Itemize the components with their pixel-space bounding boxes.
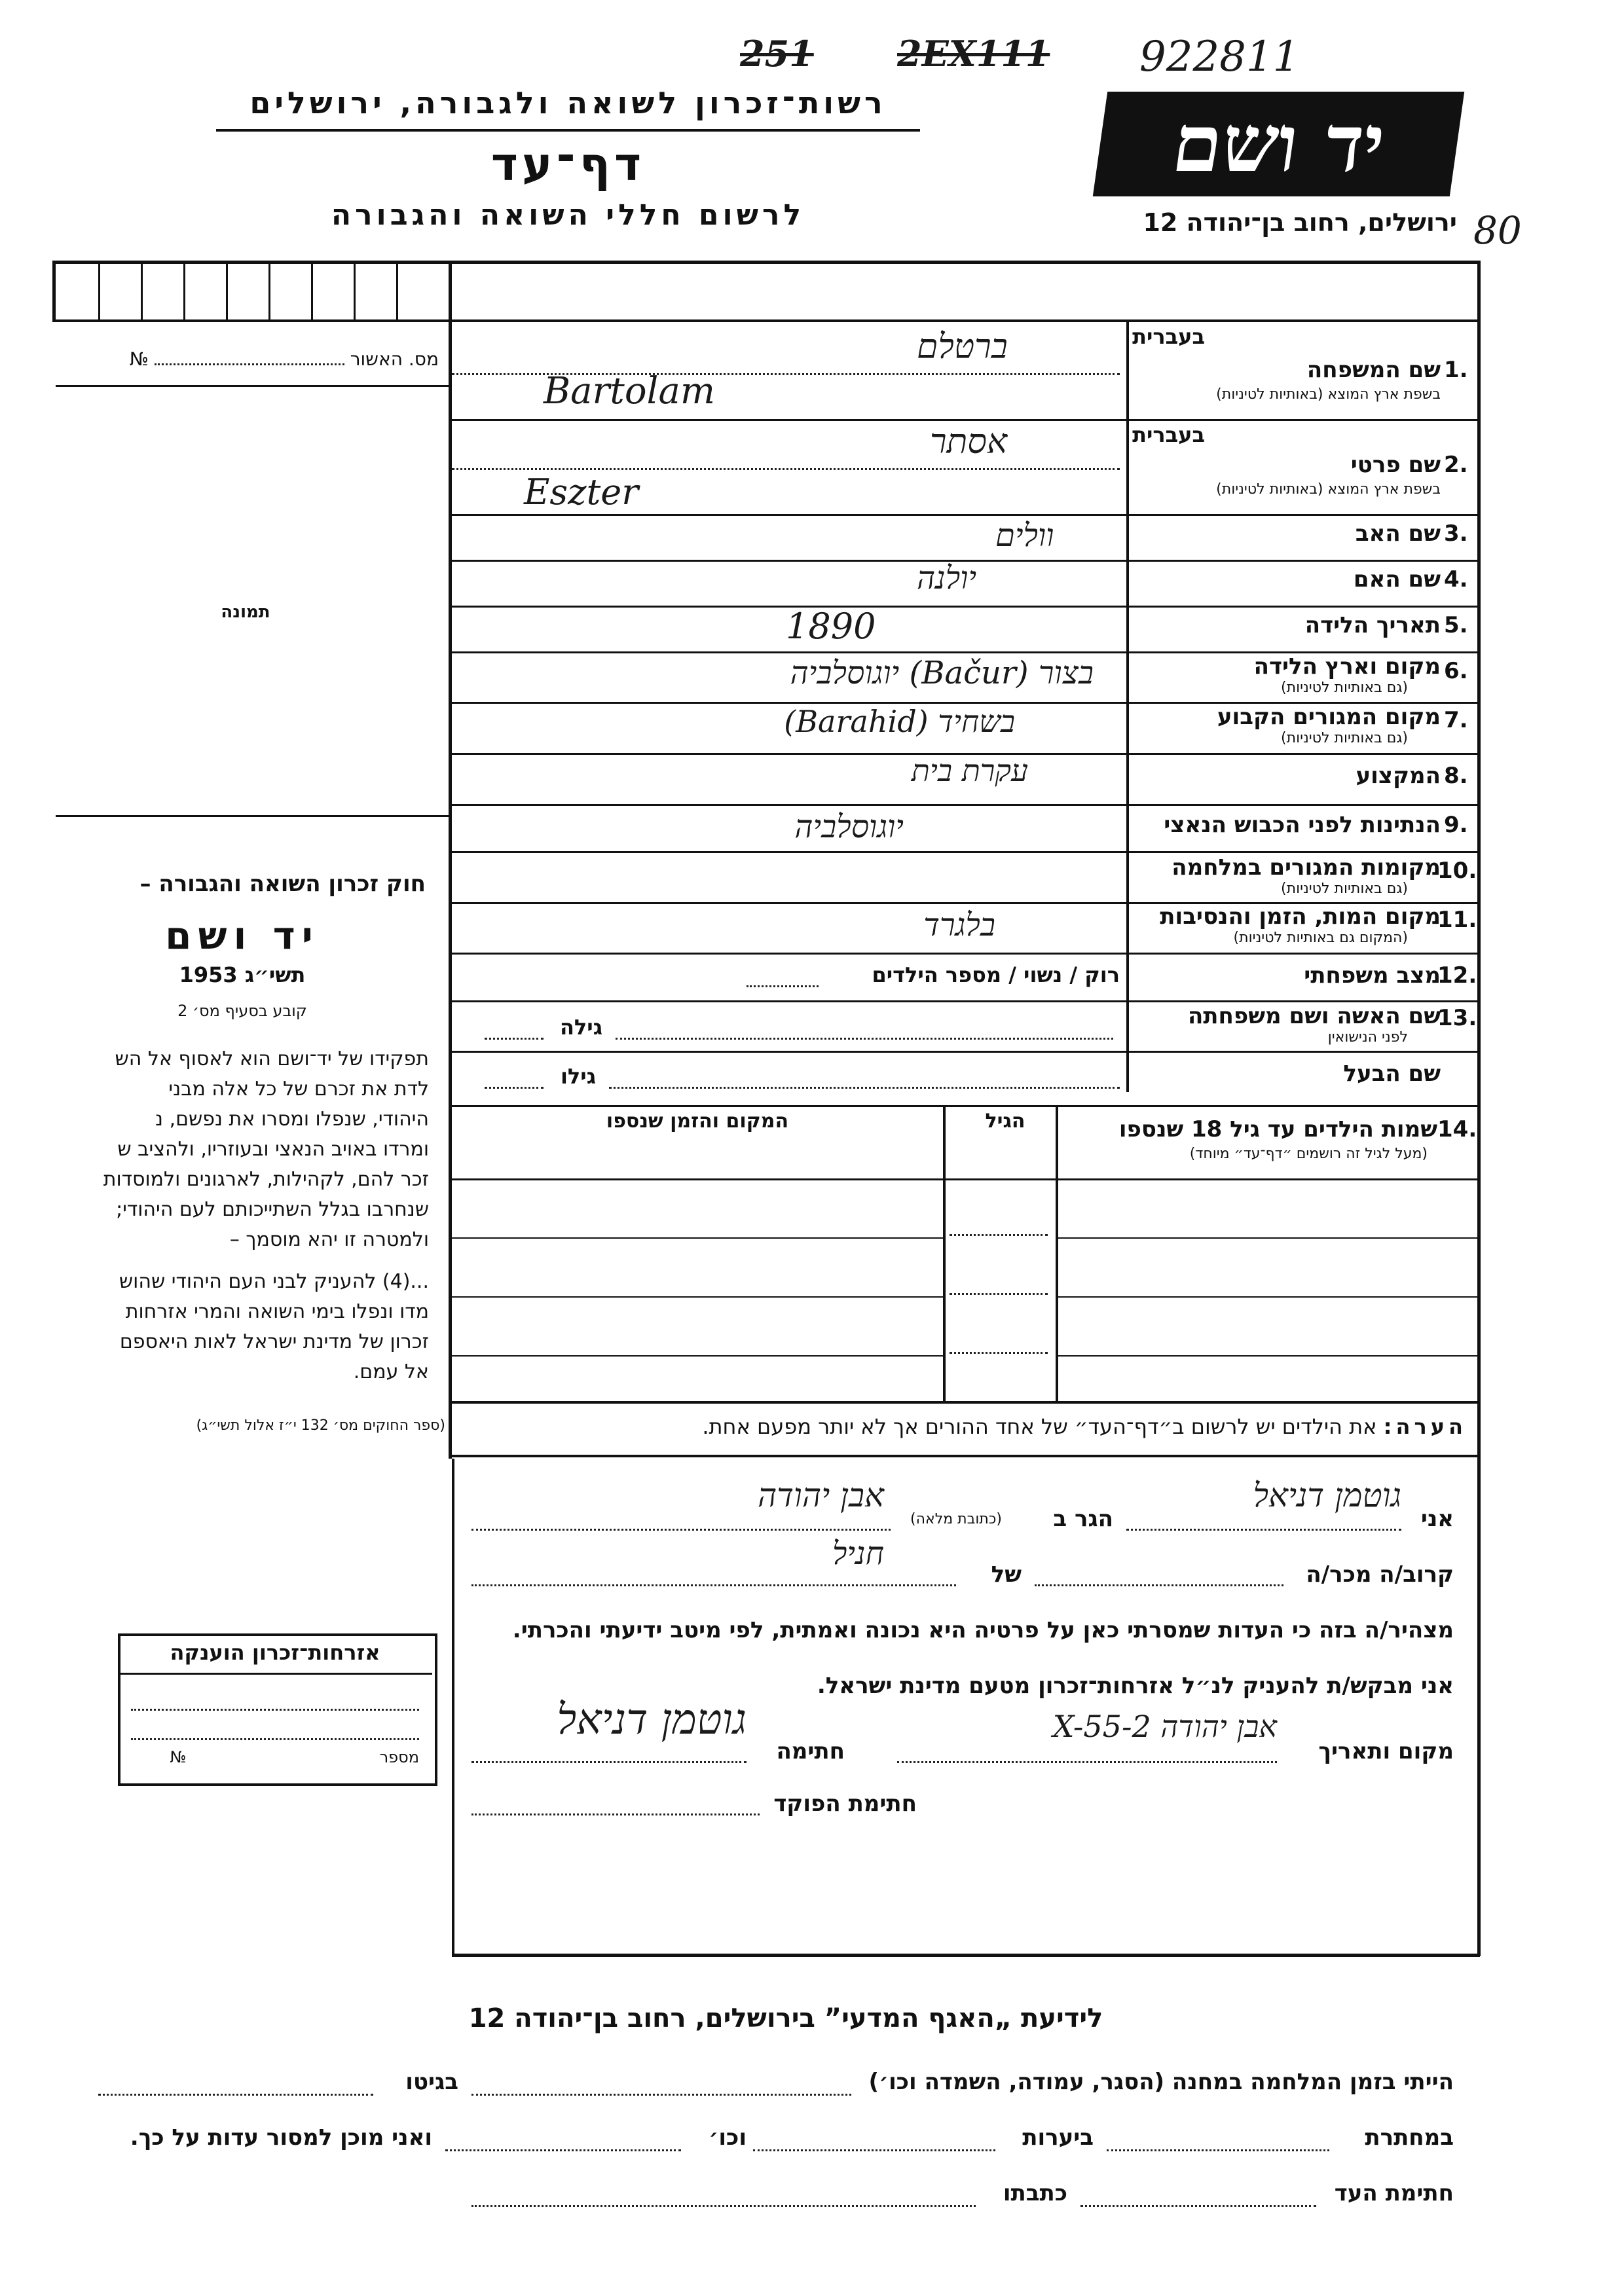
f1-origin-note: בשפת ארץ המוצא (באותיות לטיניות) bbox=[1216, 386, 1441, 403]
footer-forests-label: ביערות bbox=[1022, 2124, 1094, 2151]
f7-value[interactable]: בשחיד (Barahid) bbox=[784, 704, 1015, 739]
law-text-line: זכר להם, לקהילות, לארגונים ולמוסדות bbox=[103, 1168, 429, 1191]
footer-camp-label: הייתי בזמן המלחמה במחנה (הסגר, עמודה, השמדה וכו׳) bbox=[868, 2069, 1454, 2095]
decl-officer-label: חתימת הפוקד bbox=[773, 1791, 917, 1817]
law-text-line: ומרדו באויב הנאצי ובעוזריו, ולהציב ש bbox=[117, 1138, 429, 1161]
f11-value[interactable]: בלגרד bbox=[923, 907, 995, 943]
footer-ghetto-label: בגיטו bbox=[405, 2069, 458, 2095]
law-name: יד ושם bbox=[165, 913, 320, 958]
f1-number: 1. bbox=[1444, 357, 1468, 383]
f2-hebrew-label: בעברית bbox=[1132, 422, 1205, 447]
f9-value[interactable]: יוגוסלביה bbox=[794, 809, 904, 845]
law-text-line: לדת את זכרם של כל אלה מבני bbox=[168, 1078, 429, 1101]
decl-place-date[interactable]: אבן יהודה 2-X-55 bbox=[1052, 1709, 1277, 1744]
f5-number: 5. bbox=[1444, 612, 1468, 638]
f5-label: תאריך הלידה bbox=[1304, 612, 1441, 638]
f4-value[interactable]: יולנה bbox=[917, 560, 977, 596]
law-year: תשי״ג 1953 bbox=[179, 962, 306, 987]
form-title: דף־עד bbox=[490, 137, 646, 191]
f6-latin-note: (גם באותיות לטיניות) bbox=[1281, 680, 1408, 696]
f1-label: שם המשפחה bbox=[1306, 357, 1441, 383]
f10-label: מקומות המגורים במלחמה bbox=[1172, 854, 1441, 881]
law-text-line: ...(4) להעניק לבני העם היהודי שהוש bbox=[119, 1270, 429, 1293]
f10-latin-note: (גם באותיות לטיניות) bbox=[1281, 881, 1408, 897]
f3-value[interactable]: וולים bbox=[995, 517, 1054, 554]
struck-number-b: 2EX111 bbox=[897, 33, 1050, 75]
law-text-line: שנחרבו בגלל השתייכותם לעם היהודי; bbox=[116, 1198, 429, 1221]
decl-request: אני מבקש/ת להעניק לנ״ל אזרחות־זכרון מטעם מדינת ישראל. bbox=[817, 1673, 1454, 1699]
footer-address-label: כתבתו bbox=[1003, 2180, 1067, 2206]
f8-label: המקצוע bbox=[1356, 763, 1441, 789]
f13-number: 13. bbox=[1437, 1005, 1477, 1031]
f12-number: 12. bbox=[1437, 962, 1477, 989]
f2-label: שם פרטי bbox=[1350, 452, 1441, 478]
f8-number: 8. bbox=[1444, 763, 1468, 789]
approval-number-label: מס. האשור № bbox=[129, 348, 439, 370]
f14-sublabel: (מעל לגיל זה רושמים ״דף־עד״ מיוחד) bbox=[1189, 1146, 1428, 1162]
authority-title: רשות־זכרון לשואה ולגבורה, ירושלים bbox=[249, 85, 887, 120]
decl-statement: מצהיר/ה בזה כי העדות שמסרתי כאן על פרטיה היא נכונה ואמתית, לפי מיטב ידיעתי והכרתי. bbox=[512, 1617, 1454, 1643]
f11-place-note: (המקום גם באותיות לטיניות) bbox=[1233, 930, 1408, 946]
law-text-line: היהודי, שנפלו ומסרו את נפשם, נ bbox=[155, 1108, 429, 1131]
f9-label: הנתינות לפני הכבוש הנאצי bbox=[1164, 812, 1441, 838]
decl-signature[interactable]: גוטמן דניאל bbox=[557, 1696, 747, 1744]
footer-ready-label: ואני מוכן למסור עדות על כך. bbox=[130, 2124, 432, 2151]
f4-label: שם האם bbox=[1353, 566, 1441, 592]
f14-col-age: הגיל bbox=[985, 1110, 1025, 1133]
f12-options[interactable]: רוק / נשוי / מספר הילדים bbox=[872, 962, 1120, 987]
f1-value-hebrew[interactable]: ברטלם bbox=[917, 327, 1008, 367]
decl-address-note: (כתובת מלאה) bbox=[910, 1511, 1002, 1527]
citizenship-box-title: אזרחות־זכרון הוענקה bbox=[170, 1640, 380, 1665]
f11-label: מקום המות, הזמן והנסיבות bbox=[1160, 903, 1441, 930]
f8-value[interactable]: עקרת בית bbox=[911, 753, 1028, 788]
f13-age-male-label: גילו bbox=[560, 1064, 596, 1089]
f13-label: שם האשה ושם משפחתה bbox=[1187, 1003, 1441, 1029]
f13-sublabel: לפני הנישואין bbox=[1327, 1029, 1408, 1046]
f6-number: 6. bbox=[1444, 658, 1468, 684]
law-text-line: אל עמם. bbox=[353, 1360, 429, 1383]
footer-etc-label: וכו׳ bbox=[709, 2124, 747, 2151]
f2-value-hebrew[interactable]: אסתר bbox=[930, 422, 1008, 462]
f2-value-latin[interactable]: Eszter bbox=[524, 471, 639, 513]
f14-col-place: המקום והזמן שנספו bbox=[606, 1110, 789, 1133]
law-text-line: מדו ונפלו בימי השואה והמרי אזרחות bbox=[125, 1300, 429, 1323]
corner-number: 80 bbox=[1473, 208, 1522, 253]
f3-label: שם האב bbox=[1355, 520, 1441, 547]
footer-hideout-label: במחתרת bbox=[1365, 2124, 1454, 2151]
f9-number: 9. bbox=[1444, 812, 1468, 838]
decl-address[interactable]: אבן יהודה bbox=[757, 1476, 884, 1514]
f6-label: מקום וארץ הלידה bbox=[1253, 653, 1441, 680]
f4-number: 4. bbox=[1444, 566, 1468, 592]
f1-value-latin[interactable]: Bartolam bbox=[544, 370, 715, 412]
footer-witness-sig-label: חתימת העד bbox=[1334, 2180, 1454, 2206]
f13-age-female-label: גילה bbox=[559, 1015, 602, 1040]
f3-number: 3. bbox=[1444, 520, 1468, 547]
f14-label: שמות הילדים עד גיל 18 שנספו bbox=[1118, 1116, 1437, 1142]
address-line: ירושלים, רחוב בן־יהודה 12 bbox=[1143, 208, 1457, 237]
f7-number: 7. bbox=[1444, 707, 1468, 733]
law-clause: קובע בסעיף מס׳ 2 bbox=[177, 1002, 307, 1020]
f2-number: 2. bbox=[1444, 452, 1468, 478]
f7-label: מקום המגורים הקבוע bbox=[1217, 704, 1441, 730]
f11-number: 11. bbox=[1437, 907, 1477, 933]
decl-resides-label: הגר ב bbox=[1053, 1506, 1113, 1532]
decl-signature-label: חתימה bbox=[776, 1738, 845, 1764]
law-title: חוק זכרון השואה והגבורה – bbox=[139, 871, 426, 897]
yad-vashem-logo: יד ושם bbox=[1093, 92, 1464, 196]
f1-hebrew-label: בעברית bbox=[1132, 324, 1205, 349]
f12-label: מצב משפחתי bbox=[1304, 962, 1441, 989]
law-text-line: זכרון של מדינת ישראל לאות היאספם bbox=[119, 1330, 429, 1353]
law-text-line: ולמטרה זו יהא מוסמך – bbox=[229, 1228, 429, 1251]
decl-relation-label: קרוב/ה מכר/ה bbox=[1306, 1561, 1454, 1588]
form-subtitle: לרשום חללי השואה והגבורה bbox=[331, 198, 805, 232]
footer-info-title: לידיעת „האגף המדעי” בירושלים, רחוב בן־יהודה 12 bbox=[468, 2003, 1103, 2033]
note-row: הערה: את הילדים יש לרשום ב״דף־העד״ של אחד ההורים אך לא יותר מפעם אחת. bbox=[702, 1414, 1467, 1439]
f5-value[interactable]: 1890 bbox=[786, 606, 876, 647]
f6-value[interactable]: בצור (Bačur) יוגוסלביה bbox=[790, 655, 1094, 691]
decl-place-date-label: מקום ותאריך bbox=[1318, 1738, 1454, 1764]
decl-relation[interactable]: חניל bbox=[832, 1535, 884, 1572]
photo-label: תמונה bbox=[221, 602, 270, 622]
f10-number: 10. bbox=[1437, 858, 1477, 884]
f7-latin-note: (גם באותיות לטיניות) bbox=[1281, 730, 1408, 746]
citizenship-number: מספר № bbox=[170, 1748, 419, 1766]
struck-number-a: 251 bbox=[740, 33, 814, 75]
f14-number: 14. bbox=[1437, 1116, 1477, 1142]
decl-i-label: אני bbox=[1420, 1506, 1454, 1532]
decl-of-label: של bbox=[991, 1561, 1022, 1588]
decl-declarant[interactable]: גוטמן דניאל bbox=[1253, 1476, 1401, 1514]
law-text-line: תפקידו של יד־ושם הוא לאסוף אל הש bbox=[115, 1048, 429, 1070]
law-source: (ספר החוקים מס׳ 132 י״ז אלול תשי״ג) bbox=[196, 1417, 445, 1434]
f13-husband-label: שם הבעל bbox=[1343, 1061, 1441, 1087]
handwritten-number: 922811 bbox=[1139, 33, 1300, 81]
f2-origin-note: בשפת ארץ המוצא (באותיות לטיניות) bbox=[1216, 481, 1441, 498]
